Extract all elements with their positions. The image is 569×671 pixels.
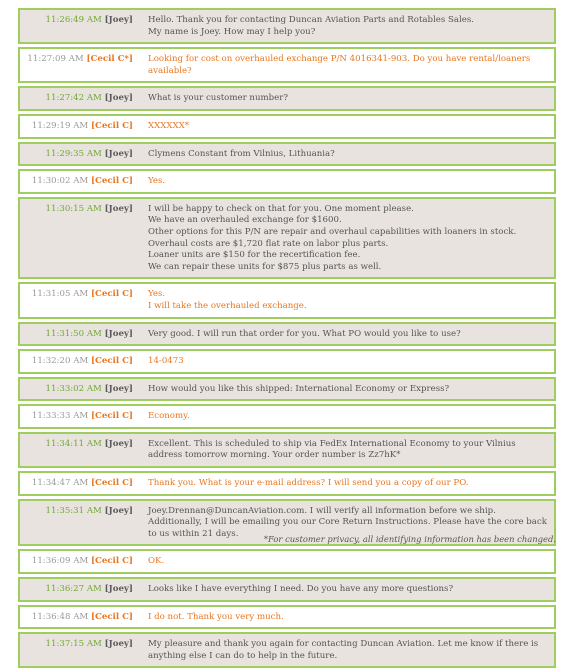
message-timestamp: 11:30:02 AM — [31, 176, 89, 187]
message-line: Very good. I will run that order for you. What PO would you like to use? — [148, 328, 461, 339]
message-line: I will take the overhauled exchange. — [148, 300, 307, 311]
message-meta — [20, 10, 133, 42]
message-meta — [20, 116, 133, 137]
chat-message-cecil — [18, 549, 556, 574]
message-line: Yes. — [148, 176, 166, 187]
message-timestamp: 11:26:49 AM — [45, 15, 102, 25]
message-timestamp: 11:31:05 AM — [31, 289, 89, 300]
message-meta — [20, 171, 133, 192]
message-line: We can repair these units for $875 plus parts as well. — [148, 261, 382, 272]
message-timestamp: 11:36:27 AM — [45, 584, 102, 595]
message-text — [133, 171, 554, 192]
message-line: Yes. — [148, 289, 166, 300]
message-meta — [20, 324, 133, 345]
message-timestamp: 11:37:15 AM — [45, 639, 102, 650]
message-speaker: [Joey] — [104, 639, 133, 650]
chat-message-cecil — [18, 282, 556, 318]
message-line: Joey.Drennan@DuncanAviation.com. I will verify all information before we ship. — [148, 505, 496, 516]
chat-message-cecil — [18, 169, 556, 194]
message-text — [133, 199, 554, 278]
message-speaker: [Cecil C] — [90, 289, 133, 300]
message-speaker: [Cecil C] — [90, 356, 133, 367]
message-text — [133, 49, 554, 81]
message-line: Thank you. What is your e-mail address? I will send you a copy of our PO. — [148, 478, 469, 489]
message-timestamp: 11:36:48 AM — [31, 611, 89, 622]
message-meta — [20, 473, 133, 494]
message-speaker: [Joey] — [104, 584, 133, 595]
message-line: My pleasure and thank you again for contacting Duncan Aviation. Let me know if there is anything else I can do to help in the future. — [148, 639, 539, 661]
chat-message-cecil — [18, 605, 556, 630]
message-text — [133, 324, 554, 345]
message-meta — [20, 634, 133, 666]
message-timestamp: 11:29:35 AM — [45, 148, 102, 159]
message-meta — [20, 379, 133, 400]
chat-message-cecil — [18, 404, 556, 429]
message-timestamp: 11:33:02 AM — [45, 383, 102, 394]
message-meta — [20, 607, 133, 628]
message-speaker: [Joey] — [104, 383, 133, 394]
message-text — [133, 144, 554, 165]
message-timestamp: 11:33:33 AM — [31, 411, 89, 422]
message-speaker: [Joey] — [104, 328, 133, 339]
message-timestamp: 11:35:31 AM — [45, 505, 102, 516]
chat-message-cecil — [18, 114, 556, 139]
message-line: Excellent. This is scheduled to ship via FedEx International Economy to your Vilnius address tomorrow morning. Your order number is Zz7hK* — [148, 438, 516, 461]
chat-message-joey — [18, 142, 556, 167]
message-text — [133, 434, 554, 466]
message-line: Overhaul costs are $1,720 flat rate on labor plus parts. — [148, 238, 389, 249]
message-meta — [20, 144, 133, 165]
chat-message-joey — [18, 197, 556, 280]
message-line: XXXXXX* — [148, 120, 190, 131]
message-text — [133, 284, 554, 316]
message-text — [133, 406, 554, 427]
message-timestamp: 11:27:09 AM — [27, 54, 84, 65]
message-meta — [20, 579, 133, 600]
chat-message-joey — [18, 8, 556, 44]
message-text — [133, 88, 554, 109]
message-speaker: [Cecil C] — [90, 611, 133, 622]
message-speaker: [Cecil C] — [90, 556, 133, 567]
chat-message-cecil — [18, 349, 556, 374]
message-line: Clymens Constant from Vilnius, Lithuania? — [148, 148, 335, 159]
message-line: We have an overhauled exchange for $1600. — [148, 215, 342, 226]
message-line: OK. — [148, 556, 165, 567]
message-speaker: [Joey] — [104, 505, 133, 516]
chat-message-joey — [18, 632, 556, 668]
message-speaker: [Joey] — [104, 148, 133, 159]
message-meta — [20, 49, 133, 81]
message-meta — [20, 551, 133, 572]
message-meta — [20, 88, 133, 109]
message-speaker: [Joey] — [104, 203, 133, 214]
chat-message-joey — [18, 577, 556, 602]
message-line: My name is Joey. How may I help you? — [148, 26, 316, 37]
message-timestamp: 11:29:19 AM — [31, 120, 89, 131]
chat-message-joey — [18, 86, 556, 111]
message-speaker: [Cecil C*] — [86, 54, 133, 65]
message-text — [133, 634, 554, 666]
message-speaker: [Cecil C] — [90, 478, 133, 489]
message-meta — [20, 501, 133, 545]
privacy-disclaimer: *For customer privacy, all identifying information has been changed. — [263, 534, 556, 544]
message-timestamp: 11:36:09 AM — [31, 556, 89, 567]
message-text — [133, 551, 554, 572]
message-line: Economy. — [148, 411, 190, 422]
message-line: What is your customer number? — [148, 93, 288, 104]
chat-message-joey — [18, 377, 556, 402]
message-meta — [20, 406, 133, 427]
message-meta — [20, 351, 133, 372]
message-timestamp: 11:34:47 AM — [31, 478, 89, 489]
message-line: 14-0473 — [148, 356, 184, 367]
message-speaker: [Cecil C] — [90, 176, 133, 187]
message-meta — [20, 199, 133, 278]
message-text — [133, 579, 554, 600]
chat-message-cecil — [18, 47, 556, 83]
message-line: Hello. Thank you for contacting Duncan Aviation Parts and Rotables Sales. — [148, 15, 474, 25]
message-line: Loaner units are $150 for the recertification fee. — [148, 250, 361, 261]
message-speaker: [Cecil C] — [90, 120, 133, 131]
chat-message-cecil — [18, 471, 556, 496]
chat-message-joey — [18, 322, 556, 347]
message-line: Other options for this P/N are repair and overhaul capabilities with loaners in stock. — [148, 226, 517, 237]
chat-message-joey — [18, 432, 556, 468]
message-text — [133, 379, 554, 400]
message-timestamp: 11:32:20 AM — [31, 356, 89, 367]
message-line: How would you like this shipped: International Economy or Express? — [148, 383, 450, 394]
message-speaker: [Cecil C] — [90, 411, 133, 422]
message-speaker: [Joey] — [104, 15, 133, 25]
message-meta — [20, 434, 133, 466]
message-timestamp: 11:31:50 AM — [45, 328, 102, 339]
message-line: Looking for cost on overhauled exchange P/N 4016341-903. Do you have rental/loaners available? — [148, 54, 531, 76]
message-speaker: [Joey] — [104, 93, 133, 104]
message-timestamp: 11:27:42 AM — [45, 93, 102, 104]
message-timestamp: 11:34:11 AM — [45, 438, 102, 449]
message-timestamp: 11:30:15 AM — [45, 203, 102, 214]
message-text — [133, 116, 554, 137]
message-line: I do not. Thank you very much. — [148, 611, 284, 622]
message-text — [133, 607, 554, 628]
message-line: I will be happy to check on that for you. One moment please. — [148, 203, 414, 214]
message-line: Looks like I have everything I need. Do you have any more questions? — [148, 584, 454, 595]
message-line: Additionally, I will be emailing you our Core Return Instructions. Please have the core back to us within 21 days. — [148, 517, 547, 539]
message-meta — [20, 284, 133, 316]
chat-transcript — [18, 8, 556, 671]
message-speaker: [Joey] — [104, 438, 133, 449]
message-text — [133, 10, 554, 42]
message-text — [133, 351, 554, 372]
message-text — [133, 473, 554, 494]
